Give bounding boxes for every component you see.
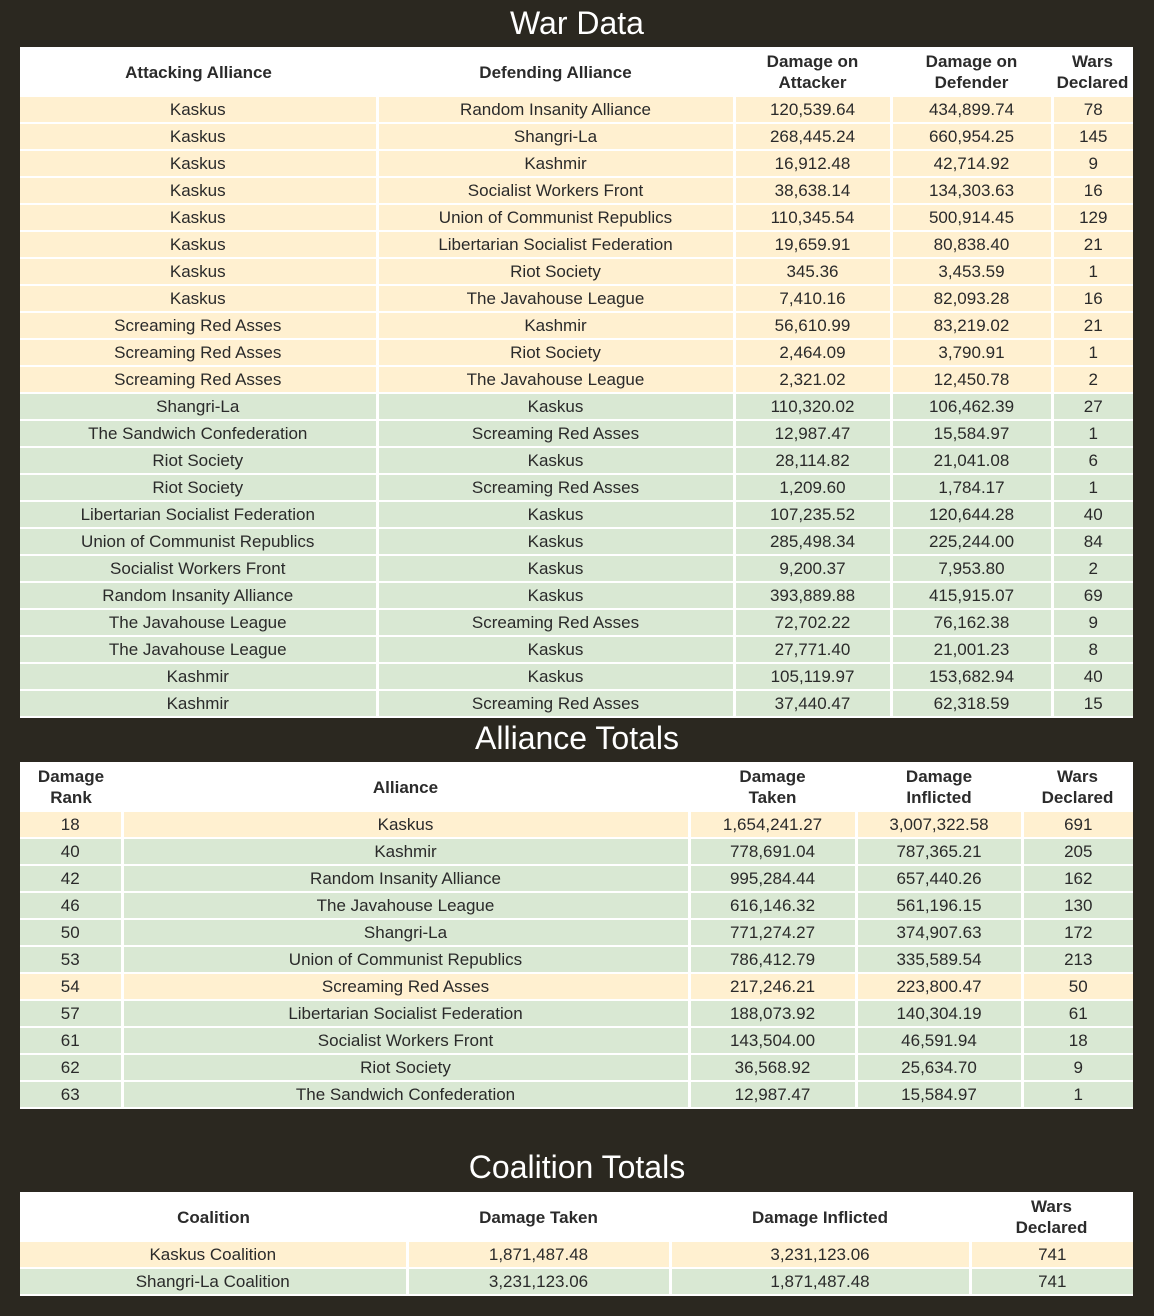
cell-wars: 61 <box>1022 1000 1133 1027</box>
header-damage-rank[interactable]: Damage Rank <box>20 762 122 812</box>
cell-attacker: Kaskus <box>20 204 377 231</box>
cell-defender: Screaming Red Asses <box>377 609 734 636</box>
war-row <box>20 636 1133 663</box>
war-row <box>20 393 1133 420</box>
alliance-totals-body <box>20 812 1133 1108</box>
war-row <box>20 663 1133 690</box>
war-row <box>20 447 1133 474</box>
cell-wars: 78 <box>1052 97 1133 123</box>
cell-rank: 53 <box>20 946 122 973</box>
cell-defender: Union of Communist Republics <box>377 204 734 231</box>
cell-wars: 1 <box>1052 339 1133 366</box>
cell-attacker: The Sandwich Confederation <box>20 420 377 447</box>
war-row <box>20 123 1133 150</box>
alliance-row <box>20 892 1133 919</box>
cell-wars: 6 <box>1052 447 1133 474</box>
cell-alliance: The Javahouse League <box>122 892 689 919</box>
war-row <box>20 366 1133 393</box>
cell-damage-on-attacker: 120,539.64 <box>734 97 891 123</box>
cell-inflicted: 657,440.26 <box>856 865 1022 892</box>
cell-attacker: Kaskus <box>20 231 377 258</box>
cell-attacker: Shangri-La <box>20 393 377 420</box>
cell-wars: 172 <box>1022 919 1133 946</box>
war-row <box>20 204 1133 231</box>
coalition-totals-table <box>20 1192 1133 1296</box>
header-wars-declared[interactable]: Wars Declared <box>970 1192 1133 1242</box>
cell-damage-on-attacker: 285,498.34 <box>734 528 891 555</box>
war-row <box>20 420 1133 447</box>
cell-damage-on-attacker: 37,440.47 <box>734 690 891 717</box>
cell-wars: 205 <box>1022 838 1133 865</box>
alliance-row <box>20 865 1133 892</box>
cell-inflicted: 561,196.15 <box>856 892 1022 919</box>
war-row <box>20 609 1133 636</box>
cell-defender: Kaskus <box>377 447 734 474</box>
cell-wars: 162 <box>1022 865 1133 892</box>
cell-wars: 21 <box>1052 312 1133 339</box>
cell-attacker: Screaming Red Asses <box>20 312 377 339</box>
header-wars-declared[interactable]: Wars Declared <box>1022 762 1133 812</box>
cell-attacker: Kashmir <box>20 663 377 690</box>
cell-alliance: Kaskus <box>122 812 689 838</box>
cell-defender: Kaskus <box>377 582 734 609</box>
cell-damage-on-defender: 660,954.25 <box>891 123 1052 150</box>
cell-defender: Kaskus <box>377 528 734 555</box>
cell-defender: The Javahouse League <box>377 366 734 393</box>
war-row <box>20 231 1133 258</box>
war-row <box>20 339 1133 366</box>
cell-defender: Kashmir <box>377 150 734 177</box>
cell-inflicted: 223,800.47 <box>856 973 1022 1000</box>
cell-damage-on-attacker: 1,209.60 <box>734 474 891 501</box>
cell-damage-on-defender: 21,041.08 <box>891 447 1052 474</box>
cell-wars: 2 <box>1052 555 1133 582</box>
cell-damage-on-attacker: 12,987.47 <box>734 420 891 447</box>
cell-damage-on-attacker: 2,464.09 <box>734 339 891 366</box>
cell-wars: 1 <box>1052 258 1133 285</box>
cell-attacker: The Javahouse League <box>20 636 377 663</box>
cell-attacker: Riot Society <box>20 474 377 501</box>
cell-attacker: Kaskus <box>20 258 377 285</box>
alliance-totals-table <box>20 762 1133 1109</box>
cell-wars: 84 <box>1052 528 1133 555</box>
war-data-title: War Data <box>510 5 644 41</box>
cell-wars: 741 <box>970 1268 1133 1295</box>
cell-rank: 63 <box>20 1081 122 1108</box>
cell-coalition: Kaskus Coalition <box>20 1242 407 1268</box>
cell-inflicted: 1,871,487.48 <box>670 1268 970 1295</box>
cell-taken: 217,246.21 <box>689 973 856 1000</box>
coalition-totals-header-row <box>20 1192 1133 1242</box>
cell-inflicted: 335,589.54 <box>856 946 1022 973</box>
cell-wars: 50 <box>1022 973 1133 1000</box>
cell-damage-on-attacker: 107,235.52 <box>734 501 891 528</box>
cell-attacker: Libertarian Socialist Federation <box>20 501 377 528</box>
cell-attacker: Random Insanity Alliance <box>20 582 377 609</box>
cell-defender: Kaskus <box>377 393 734 420</box>
cell-defender: Kaskus <box>377 663 734 690</box>
coalition-row <box>20 1268 1133 1295</box>
cell-damage-on-attacker: 72,702.22 <box>734 609 891 636</box>
cell-damage-on-attacker: 38,638.14 <box>734 177 891 204</box>
cell-wars: 8 <box>1052 636 1133 663</box>
header-damage-taken[interactable]: Damage Taken <box>407 1192 670 1242</box>
alliance-row <box>20 919 1133 946</box>
cell-defender: Kaskus <box>377 636 734 663</box>
war-row <box>20 285 1133 312</box>
cell-defender: Shangri-La <box>377 123 734 150</box>
cell-defender: Riot Society <box>377 339 734 366</box>
cell-defender: Kashmir <box>377 312 734 339</box>
cell-defender: Socialist Workers Front <box>377 177 734 204</box>
cell-damage-on-attacker: 7,410.16 <box>734 285 891 312</box>
cell-wars: 15 <box>1052 690 1133 717</box>
cell-damage-on-attacker: 2,321.02 <box>734 366 891 393</box>
war-row <box>20 555 1133 582</box>
alliance-totals-title: Alliance Totals <box>475 720 679 756</box>
cell-taken: 1,871,487.48 <box>407 1242 670 1268</box>
cell-damage-on-attacker: 28,114.82 <box>734 447 891 474</box>
cell-taken: 995,284.44 <box>689 865 856 892</box>
war-row <box>20 312 1133 339</box>
war-row <box>20 501 1133 528</box>
alliance-row <box>20 812 1133 838</box>
war-row <box>20 177 1133 204</box>
war-row <box>20 258 1133 285</box>
cell-alliance: Kashmir <box>122 838 689 865</box>
cell-alliance: Socialist Workers Front <box>122 1027 689 1054</box>
cell-attacker: Union of Communist Republics <box>20 528 377 555</box>
cell-rank: 54 <box>20 973 122 1000</box>
cell-coalition: Shangri-La Coalition <box>20 1268 407 1295</box>
cell-damage-on-attacker: 345.36 <box>734 258 891 285</box>
cell-damage-on-attacker: 110,345.54 <box>734 204 891 231</box>
alliance-row <box>20 973 1133 1000</box>
cell-alliance: Random Insanity Alliance <box>122 865 689 892</box>
war-data-table <box>20 47 1133 718</box>
cell-inflicted: 3,231,123.06 <box>670 1242 970 1268</box>
cell-defender: Libertarian Socialist Federation <box>377 231 734 258</box>
cell-wars: 2 <box>1052 366 1133 393</box>
cell-damage-on-defender: 106,462.39 <box>891 393 1052 420</box>
cell-alliance: The Sandwich Confederation <box>122 1081 689 1108</box>
war-row <box>20 97 1133 123</box>
cell-rank: 40 <box>20 838 122 865</box>
cell-attacker: Kashmir <box>20 690 377 717</box>
cell-attacker: Socialist Workers Front <box>20 555 377 582</box>
alliance-row <box>20 1000 1133 1027</box>
cell-damage-on-defender: 80,838.40 <box>891 231 1052 258</box>
cell-damage-on-defender: 15,584.97 <box>891 420 1052 447</box>
cell-rank: 61 <box>20 1027 122 1054</box>
cell-inflicted: 374,907.63 <box>856 919 1022 946</box>
cell-inflicted: 3,007,322.58 <box>856 812 1022 838</box>
alliance-row <box>20 838 1133 865</box>
cell-attacker: Kaskus <box>20 123 377 150</box>
cell-wars: 16 <box>1052 177 1133 204</box>
cell-wars: 213 <box>1022 946 1133 973</box>
war-data-body <box>20 97 1133 717</box>
cell-taken: 616,146.32 <box>689 892 856 919</box>
cell-inflicted: 140,304.19 <box>856 1000 1022 1027</box>
cell-defender: The Javahouse League <box>377 285 734 312</box>
cell-damage-on-defender: 500,914.45 <box>891 204 1052 231</box>
cell-damage-on-defender: 62,318.59 <box>891 690 1052 717</box>
cell-rank: 57 <box>20 1000 122 1027</box>
war-row <box>20 528 1133 555</box>
cell-defender: Random Insanity Alliance <box>377 97 734 123</box>
war-row <box>20 582 1133 609</box>
cell-wars: 741 <box>970 1242 1133 1268</box>
cell-inflicted: 25,634.70 <box>856 1054 1022 1081</box>
cell-damage-on-defender: 12,450.78 <box>891 366 1052 393</box>
cell-wars: 130 <box>1022 892 1133 919</box>
alliance-row <box>20 1027 1133 1054</box>
cell-taken: 786,412.79 <box>689 946 856 973</box>
cell-wars: 691 <box>1022 812 1133 838</box>
cell-attacker: Kaskus <box>20 97 377 123</box>
cell-attacker: The Javahouse League <box>20 609 377 636</box>
header-damage-on-defender[interactable]: Damage on Defender <box>891 47 1052 97</box>
cell-wars: 18 <box>1022 1027 1133 1054</box>
cell-taken: 12,987.47 <box>689 1081 856 1108</box>
cell-wars: 1 <box>1022 1081 1133 1108</box>
cell-damage-on-defender: 225,244.00 <box>891 528 1052 555</box>
cell-rank: 18 <box>20 812 122 838</box>
cell-wars: 9 <box>1052 150 1133 177</box>
header-alliance[interactable]: Alliance <box>122 762 689 812</box>
cell-taken: 188,073.92 <box>689 1000 856 1027</box>
cell-defender: Screaming Red Asses <box>377 474 734 501</box>
cell-rank: 62 <box>20 1054 122 1081</box>
cell-wars: 27 <box>1052 393 1133 420</box>
cell-defender: Kaskus <box>377 555 734 582</box>
cell-inflicted: 15,584.97 <box>856 1081 1022 1108</box>
cell-wars: 40 <box>1052 501 1133 528</box>
coalition-totals-body <box>20 1242 1133 1295</box>
cell-damage-on-attacker: 27,771.40 <box>734 636 891 663</box>
header-damage-on-attacker[interactable]: Damage on Attacker <box>734 47 891 97</box>
war-row <box>20 474 1133 501</box>
cell-taken: 771,274.27 <box>689 919 856 946</box>
cell-taken: 143,504.00 <box>689 1027 856 1054</box>
cell-damage-on-defender: 76,162.38 <box>891 609 1052 636</box>
cell-wars: 129 <box>1052 204 1133 231</box>
header-attacking-alliance[interactable]: Attacking Alliance <box>20 47 377 97</box>
cell-damage-on-attacker: 56,610.99 <box>734 312 891 339</box>
cell-attacker: Screaming Red Asses <box>20 339 377 366</box>
cell-rank: 46 <box>20 892 122 919</box>
coalition-row <box>20 1242 1133 1268</box>
header-damage-inflicted[interactable]: Damage Inflicted <box>856 762 1022 812</box>
cell-wars: 9 <box>1022 1054 1133 1081</box>
cell-damage-on-defender: 120,644.28 <box>891 501 1052 528</box>
cell-wars: 21 <box>1052 231 1133 258</box>
cell-damage-on-attacker: 105,119.97 <box>734 663 891 690</box>
cell-defender: Kaskus <box>377 501 734 528</box>
cell-damage-on-defender: 3,790.91 <box>891 339 1052 366</box>
cell-taken: 1,654,241.27 <box>689 812 856 838</box>
cell-damage-on-defender: 7,953.80 <box>891 555 1052 582</box>
header-wars-declared[interactable]: Wars Declared <box>1052 47 1133 97</box>
cell-inflicted: 46,591.94 <box>856 1027 1022 1054</box>
cell-damage-on-attacker: 9,200.37 <box>734 555 891 582</box>
war-row <box>20 690 1133 717</box>
alliance-row <box>20 1054 1133 1081</box>
cell-taken: 36,568.92 <box>689 1054 856 1081</box>
cell-taken: 3,231,123.06 <box>407 1268 670 1295</box>
cell-rank: 50 <box>20 919 122 946</box>
cell-damage-on-defender: 21,001.23 <box>891 636 1052 663</box>
cell-wars: 69 <box>1052 582 1133 609</box>
war-row <box>20 150 1133 177</box>
cell-damage-on-defender: 153,682.94 <box>891 663 1052 690</box>
cell-alliance: Libertarian Socialist Federation <box>122 1000 689 1027</box>
cell-damage-on-attacker: 268,445.24 <box>734 123 891 150</box>
header-damage-taken[interactable]: Damage Taken <box>689 762 856 812</box>
cell-damage-on-attacker: 110,320.02 <box>734 393 891 420</box>
cell-alliance: Union of Communist Republics <box>122 946 689 973</box>
alliance-row <box>20 946 1133 973</box>
cell-attacker: Kaskus <box>20 150 377 177</box>
cell-defender: Screaming Red Asses <box>377 690 734 717</box>
cell-damage-on-defender: 134,303.63 <box>891 177 1052 204</box>
cell-attacker: Kaskus <box>20 177 377 204</box>
cell-damage-on-defender: 83,219.02 <box>891 312 1052 339</box>
alliance-totals-header-row <box>20 762 1133 812</box>
header-coalition[interactable]: Coalition <box>20 1192 407 1242</box>
cell-damage-on-defender: 82,093.28 <box>891 285 1052 312</box>
header-damage-inflicted[interactable]: Damage Inflicted <box>670 1192 970 1242</box>
cell-taken: 778,691.04 <box>689 838 856 865</box>
cell-damage-on-defender: 434,899.74 <box>891 97 1052 123</box>
cell-damage-on-defender: 3,453.59 <box>891 258 1052 285</box>
cell-wars: 16 <box>1052 285 1133 312</box>
coalition-totals-title: Coalition Totals <box>468 1149 686 1185</box>
cell-damage-on-defender: 42,714.92 <box>891 150 1052 177</box>
cell-wars: 40 <box>1052 663 1133 690</box>
cell-defender: Riot Society <box>377 258 734 285</box>
cell-rank: 42 <box>20 865 122 892</box>
cell-damage-on-attacker: 393,889.88 <box>734 582 891 609</box>
cell-attacker: Screaming Red Asses <box>20 366 377 393</box>
header-defending-alliance[interactable]: Defending Alliance <box>377 47 734 97</box>
cell-wars: 1 <box>1052 474 1133 501</box>
cell-damage-on-attacker: 19,659.91 <box>734 231 891 258</box>
cell-defender: Screaming Red Asses <box>377 420 734 447</box>
cell-attacker: Riot Society <box>20 447 377 474</box>
cell-wars: 145 <box>1052 123 1133 150</box>
cell-damage-on-defender: 415,915.07 <box>891 582 1052 609</box>
cell-damage-on-attacker: 16,912.48 <box>734 150 891 177</box>
cell-alliance: Shangri-La <box>122 919 689 946</box>
alliance-row <box>20 1081 1133 1108</box>
cell-alliance: Riot Society <box>122 1054 689 1081</box>
cell-attacker: Kaskus <box>20 285 377 312</box>
cell-inflicted: 787,365.21 <box>856 838 1022 865</box>
cell-alliance: Screaming Red Asses <box>122 973 689 1000</box>
cell-damage-on-defender: 1,784.17 <box>891 474 1052 501</box>
cell-wars: 9 <box>1052 609 1133 636</box>
war-data-header-row <box>20 47 1133 97</box>
cell-wars: 1 <box>1052 420 1133 447</box>
